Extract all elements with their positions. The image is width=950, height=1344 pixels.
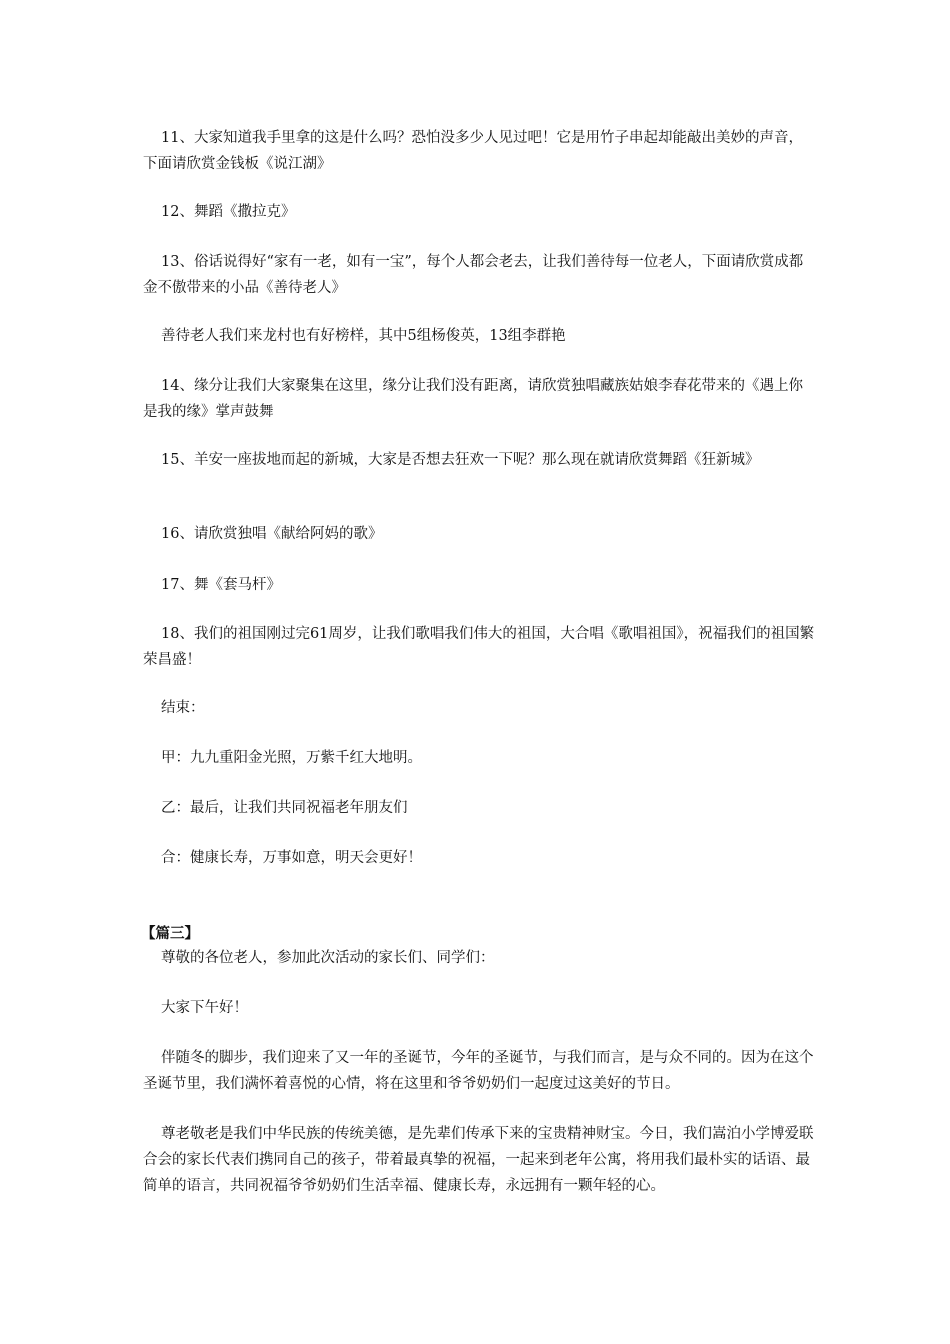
paragraph-greeting-audience: 尊敬的各位老人，参加此次活动的家长们、同学们： <box>161 950 495 966</box>
paragraph-respect-elders: 尊老敬老是我们中华民族的传统美德，是先辈们传承下来的宝贵精神财宝。今日，我们嵩泊小学博爱联合会的家长代表们携同自己的孩子，带着最真挚的祝福，一起来到老年公寓，将用我们最朴实的话语、最简单的语言，共同祝福爷爷奶奶们生活幸福、健康长寿，永远拥有一颗年轻的心。 <box>143 1126 814 1194</box>
paragraph-17: 17、舞《套马杆》 <box>161 577 281 593</box>
paragraph-15: 15、羊安一座拔地而起的新城，大家是否想去狂欢一下呢？那么现在就请欣赏舞蹈《狂新城》 <box>161 452 760 468</box>
paragraph-18: 18、我们的祖国刚过完61周岁，让我们歌唱我们伟大的祖国，大合唱《歌唱祖国》，祝福我们的祖国繁荣昌盛！ <box>143 626 815 668</box>
paragraph-11: 11、大家知道我手里拿的这是什么吗？恐怕没多少人见过吧！它是用竹子串起却能敲出美妙的声音，下面请欣赏金钱板《说江湖》 <box>143 130 803 172</box>
paragraph-16: 16、请欣赏独唱《献给阿妈的歌》 <box>161 526 383 542</box>
paragraph-role-models: 善待老人我们来龙村也有好榜样，其中5组杨俊英，13组李群艳 <box>161 328 566 344</box>
paragraph-he: 合：健康长寿，万事如意，明天会更好！ <box>161 850 422 866</box>
paragraph-13: 13、俗话说得好“家有一老，如有一宝”，每个人都会老去，让我们善待每一位老人，下面请欣赏成都金不傲带来的小品《善待老人》 <box>143 254 804 296</box>
paragraph-yi: 乙：最后，让我们共同祝福老年朋友们 <box>161 800 408 816</box>
paragraph-12: 12、舞蹈《撒拉克》 <box>161 204 296 220</box>
section-heading: 【篇三】 <box>141 925 199 942</box>
paragraph-14: 14、缘分让我们大家聚集在这里，缘分让我们没有距离，请欣赏独唱藏族姑娘李春花带来的《遇上你是我的缘》掌声鼓舞 <box>143 378 803 420</box>
paragraph-good-afternoon: 大家下午好！ <box>161 1000 248 1016</box>
paragraph-ending: 结束： <box>161 700 205 716</box>
paragraph-christmas: 伴随冬的脚步，我们迎来了又一年的圣诞节，今年的圣诞节，与我们而言，是与众不同的。因为在这个圣诞节里，我们满怀着喜悦的心情，将在这里和爷爷奶奶们一起度过这美好的节日。 <box>143 1050 814 1092</box>
paragraph-jia: 甲：九九重阳金光照，万紫千红大地明。 <box>161 750 422 766</box>
